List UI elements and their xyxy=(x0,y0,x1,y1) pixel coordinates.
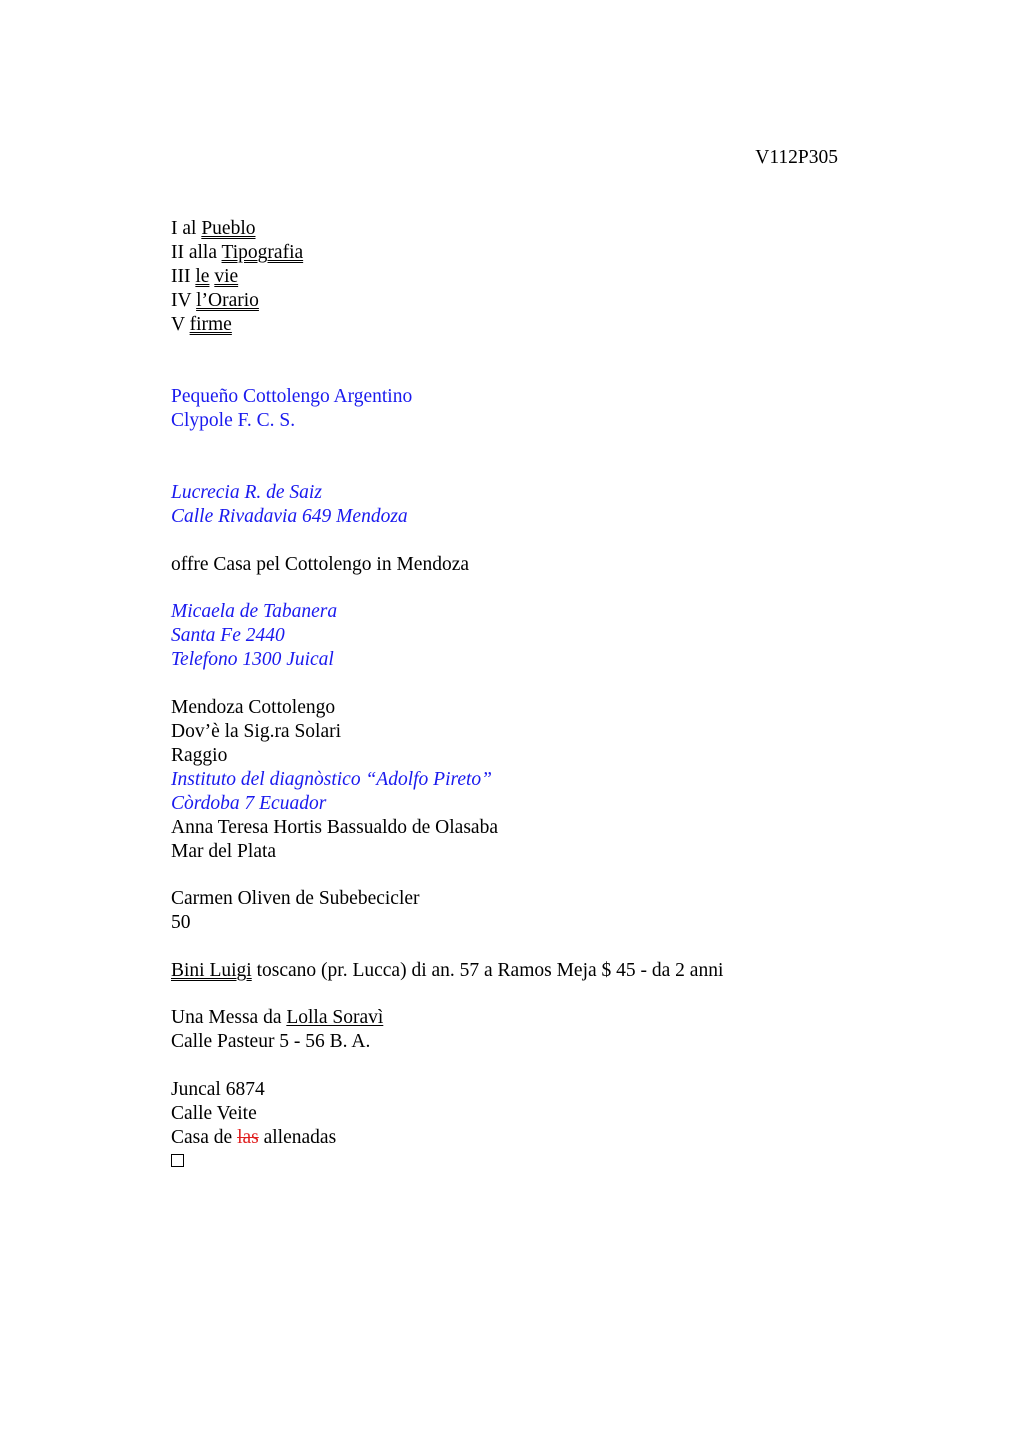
cottolengo-location: Clypole F. C. S. xyxy=(171,410,296,431)
micaela-name: Micaela de Tabanera xyxy=(171,601,338,622)
institute-name: Instituto del diagnòstico “Adolfo Pireto” xyxy=(171,768,493,790)
mendoza-line-7: Mar del Plata xyxy=(171,840,277,862)
offer-note: offre Casa pel Cottolengo in Mendoza xyxy=(171,553,470,575)
messa-entry: Una Messa da Lolla Soravì xyxy=(171,1007,384,1028)
micaela-address: Santa Fe 2440 xyxy=(171,625,285,646)
contents-word: le xyxy=(195,266,210,287)
micaela-block xyxy=(171,600,871,672)
mendoza-line-1: Mendoza Cottolengo xyxy=(171,696,336,718)
mendoza-line-2: Dov’è la Sig.ra Solari xyxy=(171,720,342,742)
contents-list xyxy=(171,217,871,337)
contents-word: Tipografia xyxy=(221,242,304,263)
checkbox-icon xyxy=(171,1154,184,1167)
checkbox-line xyxy=(171,1150,871,1174)
contents-item-3: III le vie xyxy=(171,266,239,287)
contents-word: Pueblo xyxy=(201,218,256,239)
bini-entry xyxy=(171,959,871,983)
mendoza-block xyxy=(171,696,871,864)
contents-item-4: IV l’Orario xyxy=(171,290,259,311)
mendoza-line-6: Anna Teresa Hortis Bassualdo de Olasaba xyxy=(171,816,498,838)
bini-details: toscano (pr. Lucca) di an. 57 a Ramos Meja $ 45 - da 2 anni xyxy=(251,959,724,981)
lucrecia-name: Lucrecia R. de Saiz xyxy=(171,482,322,503)
messa-address: Calle Pasteur 5 - 56 B. A. xyxy=(171,1031,371,1052)
contents-item-1: I al Pueblo xyxy=(171,218,256,239)
lucrecia-block xyxy=(171,481,871,529)
institute-address: Còrdoba 7 Ecuador xyxy=(171,792,327,814)
lucrecia-address: Calle Rivadavia 649 Mendoza xyxy=(171,506,408,527)
messa-name: Lolla Soravì xyxy=(286,1007,384,1028)
contents-word: l’Orario xyxy=(196,290,259,311)
struck-word: las xyxy=(237,1126,259,1148)
contents-item-5: V firme xyxy=(171,314,232,335)
juncal-line-1: Juncal 6874 xyxy=(171,1078,265,1100)
bini-name: Bini Luigi xyxy=(171,959,252,981)
contents-word: vie xyxy=(214,266,239,287)
document-body xyxy=(171,217,871,1174)
messa-block xyxy=(171,1006,871,1054)
contents-item-2: II alla Tipografia xyxy=(171,242,304,263)
document-reference: V112P305 xyxy=(755,147,838,168)
cottolengo-block xyxy=(171,385,871,433)
carmen-block xyxy=(171,887,871,935)
cottolengo-name: Pequeño Cottolengo Argentino xyxy=(171,386,413,407)
contents-word: firme xyxy=(189,314,232,335)
juncal-casa: Casa de las allenadas xyxy=(171,1126,337,1148)
micaela-phone: Telefono 1300 Juical xyxy=(171,649,334,670)
juncal-line-2: Calle Veite xyxy=(171,1102,257,1124)
juncal-block xyxy=(171,1078,871,1174)
carmen-number: 50 xyxy=(171,912,191,933)
carmen-name: Carmen Oliven de Subebecicler xyxy=(171,888,420,909)
mendoza-line-3: Raggio xyxy=(171,744,228,766)
